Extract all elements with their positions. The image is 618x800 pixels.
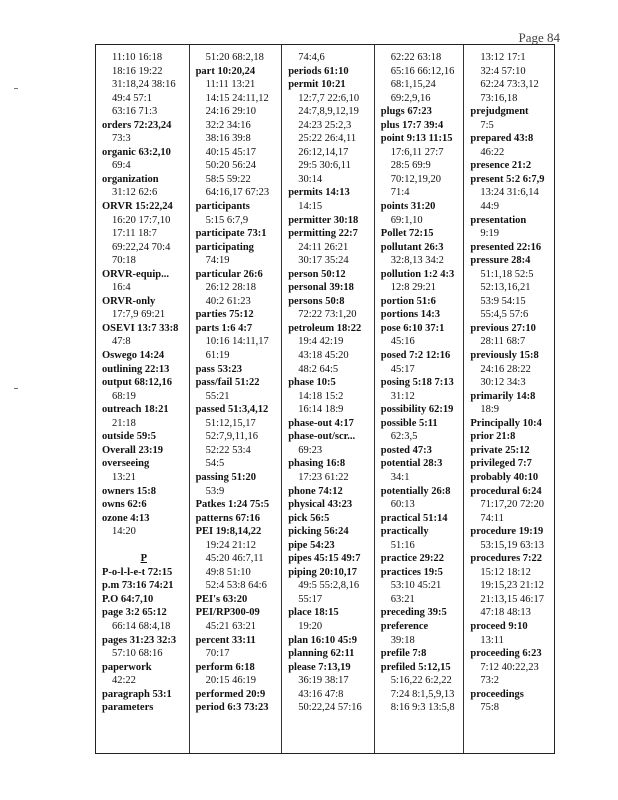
index-term: ORVR-only	[102, 295, 156, 307]
index-term: parties 75:12	[195, 309, 254, 321]
index-reference: 16:4	[112, 282, 131, 294]
index-term: potentially 26:8	[380, 485, 451, 497]
index-term: proceed 9:10	[470, 620, 528, 632]
index-reference: 45:17	[390, 363, 415, 375]
index-reference: 8:16 9:3 13:5,8	[390, 702, 455, 714]
index-reference: 14:20	[112, 526, 136, 538]
index-term: posing 5:18 7:13	[380, 377, 454, 389]
index-term: p.m 73:16 74:21	[102, 580, 174, 592]
index-term: posed 7:2 12:16	[380, 350, 451, 362]
index-reference: 55:17	[298, 593, 323, 605]
index-term: planning 62:11	[288, 648, 355, 660]
index-term: points 31:20	[380, 201, 436, 213]
index-term: phase 10:5	[288, 377, 336, 389]
index-reference: 60:13	[390, 499, 415, 511]
index-reference: 15:12 18:12	[480, 566, 531, 578]
index-column-5	[464, 45, 554, 753]
index-reference: 13:11	[480, 634, 504, 646]
index-term: paragraph 53:1	[102, 688, 172, 700]
index-term: pass 53:23	[195, 363, 242, 375]
index-term: outside 59:5	[102, 431, 156, 443]
index-reference: 30:17 35:24	[298, 255, 349, 267]
index-column-2	[190, 45, 283, 753]
index-term: PEI/RP300-09	[195, 607, 260, 619]
index-term: organic 63:2,10	[102, 146, 171, 158]
index-reference: 52:13,16,21	[480, 282, 531, 294]
index-reference	[102, 539, 186, 553]
index-term: percent 33:11	[195, 634, 256, 646]
index-reference: 26:12 28:18	[205, 282, 257, 294]
index-column-4	[375, 45, 465, 753]
index-reference: 31:12 62:6	[112, 187, 158, 199]
index-reference: 52:7,9,11,16	[205, 431, 258, 443]
index-term: pipes 45:15 49:7	[288, 553, 361, 565]
index-term: proceedings	[470, 688, 524, 700]
index-term: ORVR-equip...	[102, 268, 170, 280]
index-reference: 54:5	[205, 458, 225, 470]
index-reference: 69:2,9,16	[390, 92, 431, 104]
index-term: parameters	[102, 702, 154, 714]
index-term: owns 62:6	[102, 499, 147, 511]
index-term: procedures 7:22	[470, 553, 543, 565]
index-reference: 51:12,15,17	[205, 417, 256, 429]
index-term: pick 56:5	[288, 512, 330, 524]
index-reference: 55:21	[205, 390, 230, 402]
index-reference: 5:16,22 6:2,22	[390, 675, 452, 687]
index-reference: 44:9	[480, 201, 500, 213]
index-term: prefile 7:8	[380, 648, 427, 660]
index-term: pollution 1:2 4:3	[380, 268, 455, 280]
index-reference: 62:22 63:18	[390, 52, 442, 63]
index-term: please 7:13,19	[288, 661, 351, 673]
index-term: place 18:15	[288, 607, 339, 619]
index-term: pass/fail 51:22	[195, 377, 260, 389]
index-reference: 14:15	[298, 201, 323, 213]
index-term: overseeing	[102, 458, 150, 470]
index-term: private 25:12	[470, 444, 530, 456]
index-term: outreach 18:21	[102, 404, 169, 416]
index-term: page 3:2 65:12	[102, 607, 167, 619]
index-reference: 53:9 54:15	[480, 295, 526, 307]
index-term: possible 5:11	[380, 417, 438, 429]
index-reference: 16:14 18:9	[298, 404, 344, 416]
index-reference: 7:5	[480, 119, 494, 131]
index-reference: 30:14	[298, 173, 323, 185]
index-term: procedure 19:19	[470, 526, 544, 538]
page-number-label: Page 84	[518, 30, 560, 45]
index-term: probably 40:10	[470, 471, 539, 483]
index-reference: 73:16,18	[480, 92, 518, 104]
index-term: permit 10:21	[288, 79, 346, 91]
index-reference: 71:17,20 72:20	[480, 499, 544, 511]
index-reference: 53:15,19 63:13	[480, 539, 544, 551]
index-reference: 28:11 68:7	[480, 336, 526, 348]
index-reference: 49:4 57:1	[112, 92, 152, 104]
index-reference: 70:17	[205, 648, 230, 660]
index-reference: 12:7,7 22:6,10	[298, 92, 360, 104]
index-reference: 68:19	[112, 390, 136, 402]
index-term: point 9:13 11:15	[380, 133, 453, 145]
index-term: portions 14:3	[380, 309, 440, 321]
index-reference: 17:7,9 69:21	[112, 309, 166, 321]
index-reference: 21:13,15 46:17	[480, 593, 544, 605]
index-term: plan 16:10 45:9	[288, 634, 358, 646]
index-reference: 32:2 34:16	[205, 119, 251, 131]
index-term: person 50:12	[288, 268, 346, 280]
index-term: pipe 54:23	[288, 539, 335, 551]
index-term: passed 51:3,4,12	[195, 404, 269, 416]
index-reference: 45:21 63:21	[205, 620, 257, 632]
index-reference: 58:5 59:22	[205, 173, 251, 185]
index-term: prejudgment	[470, 106, 529, 118]
index-reference: 51:16	[390, 539, 415, 551]
index-reference: 18:16 19:22	[112, 65, 163, 77]
index-reference: 64:16,17 67:23	[205, 187, 270, 199]
index-reference: 32:4 57:10	[480, 65, 526, 77]
index-reference: 72:22 73:1,20	[298, 309, 357, 321]
index-term: pollutant 26:3	[380, 241, 444, 253]
index-term: previously 15:8	[470, 350, 539, 362]
index-reference: 50:22,24 57:16	[298, 702, 362, 714]
index-reference: 24:16 28:22	[480, 363, 531, 375]
index-term: previous 27:10	[470, 322, 536, 334]
index-term: primarily 14:8	[470, 390, 536, 402]
index-term: ORVR 15:22,24	[102, 201, 173, 213]
index-term: procedural 6:24	[470, 485, 542, 497]
index-reference: 51:20 68:2,18	[205, 52, 264, 63]
index-grid	[95, 44, 555, 754]
index-term: practice 29:22	[380, 553, 445, 565]
index-term: prepared 43:8	[470, 133, 534, 145]
index-term: particular 26:6	[195, 268, 263, 280]
index-term: PEI's 63:20	[195, 593, 248, 605]
index-term: Overall 23:19	[102, 444, 163, 456]
index-term: physical 43:23	[288, 499, 353, 511]
index-reference: 70:12,19,20	[390, 173, 441, 185]
index-reference: 32:8,13 34:2	[390, 255, 444, 267]
index-reference: 74:4,6	[298, 52, 325, 63]
index-column-3	[282, 45, 375, 753]
index-term: proceeding 6:23	[470, 648, 542, 660]
index-reference: 52:22 53:4	[205, 444, 251, 456]
index-reference: 31:18,24 38:16	[112, 79, 176, 91]
index-term: presented 22:16	[470, 241, 542, 253]
index-reference: 19:24 21:12	[205, 539, 257, 551]
index-reference: 52:4 53:8 64:6	[205, 580, 267, 592]
index-reference: 43:18 45:20	[298, 350, 349, 362]
index-term: preference	[380, 620, 429, 632]
index-reference: 18:9	[480, 404, 500, 416]
index-reference: 34:1	[390, 471, 410, 483]
index-term: Pollet 72:15	[380, 228, 434, 240]
index-term: present 5:2 6:7,9	[470, 173, 545, 185]
index-term: pose 6:10 37:1	[380, 322, 445, 334]
index-reference: 47:18 48:13	[480, 607, 531, 619]
index-reference: 19:20	[298, 620, 323, 632]
index-term: practically	[380, 526, 429, 538]
index-reference: 16:20 17:7,10	[112, 214, 171, 226]
index-term: phone 74:12	[288, 485, 343, 497]
index-term: Patkes 1:24 75:5	[195, 499, 270, 511]
index-reference: 71:4	[390, 187, 410, 199]
index-reference: 19:4 42:19	[298, 336, 344, 348]
index-term: plus 17:7 39:4	[380, 119, 444, 131]
index-reference: 43:16 47:8	[298, 688, 344, 700]
index-reference: 69:23	[298, 444, 323, 456]
index-term: owners 15:8	[102, 485, 156, 497]
index-term: practices 19:5	[380, 566, 443, 578]
index-reference: 53:10 45:21	[390, 580, 442, 592]
index-reference: 25:22 26:4,11	[298, 133, 357, 145]
index-reference: 19:15,23 21:12	[480, 580, 544, 592]
index-reference: 7:12 40:22,23	[480, 661, 539, 673]
index-term: permits 14:13	[288, 187, 350, 199]
index-term: phase-out/scr...	[288, 431, 356, 443]
index-reference: 30:12 34:3	[480, 377, 526, 389]
index-reference: 62:24 73:3,12	[480, 79, 539, 91]
index-reference: 17:11 18:7	[112, 228, 157, 240]
index-term: presence 21:2	[470, 160, 532, 172]
index-reference: 63:16 71:3	[112, 106, 158, 118]
section-letter-heading: P	[140, 553, 147, 565]
index-term: part 10:20,24	[195, 65, 256, 77]
index-term: posted 47:3	[380, 444, 432, 456]
index-reference: 11:11 13:21	[205, 79, 256, 91]
index-reference: 69:4	[112, 160, 131, 172]
index-term: plugs 67:23	[380, 106, 432, 118]
index-term: patterns 67:16	[195, 512, 261, 524]
index-reference: 61:19	[205, 350, 230, 362]
index-reference: 24:11 26:21	[298, 241, 349, 253]
index-reference: 31:12	[390, 390, 415, 402]
index-reference: 70:18	[112, 255, 136, 267]
index-term: persons 50:8	[288, 295, 345, 307]
index-reference: 73:2	[480, 675, 500, 687]
index-reference: 10:16 14:11,17	[205, 336, 269, 348]
index-reference: 26:12,14,17	[298, 146, 349, 158]
index-reference: 45:16	[390, 336, 415, 348]
index-term: practical 51:14	[380, 512, 448, 524]
index-reference: 69:22,24 70:4	[112, 241, 171, 253]
index-reference: 9:19	[480, 228, 500, 240]
index-term: phasing 16:8	[288, 458, 346, 470]
index-term: performed 20:9	[195, 688, 266, 700]
index-term: privileged 7:7	[470, 458, 532, 470]
index-reference: 63:21	[390, 593, 415, 605]
index-term: passing 51:20	[195, 471, 256, 483]
index-term: permitting 22:7	[288, 228, 358, 240]
index-term: Oswego 14:24	[102, 350, 165, 362]
index-term: prefiled 5:12,15	[380, 661, 451, 673]
index-term: parts 1:6 4:7	[195, 322, 253, 334]
index-reference: 50:20 56:24	[205, 160, 257, 172]
index-reference: 40:15 45:17	[205, 146, 257, 158]
index-reference: 42:22	[112, 675, 136, 687]
index-reference: 66:14 68:4,18	[112, 620, 171, 632]
index-term: ozone 4:13	[102, 512, 150, 524]
index-term: period 6:3 73:23	[195, 702, 269, 714]
index-term: PEI 19:8,14,22	[195, 526, 262, 538]
index-reference: 49:5 55:2,8,16	[298, 580, 360, 592]
index-term: orders 72:23,24	[102, 119, 172, 131]
index-term: personal 39:18	[288, 282, 354, 294]
index-reference: 5:15 6:7,9	[205, 214, 249, 226]
index-term: prior 21:8	[470, 431, 516, 443]
index-column-1	[96, 45, 190, 753]
index-reference: 68:1,15,24	[390, 79, 436, 91]
index-reference: 73:3	[112, 133, 131, 145]
index-reference: 24:7,8,9,12,19	[298, 106, 359, 118]
index-term: permitter 30:18	[288, 214, 359, 226]
index-reference: 74:11	[480, 512, 504, 524]
index-reference: 13:24 31:6,14	[480, 187, 539, 199]
index-term: outlining 22:13	[102, 363, 170, 375]
index-reference: 46:22	[480, 146, 505, 158]
index-reference: 45:20 46:7,11	[205, 553, 264, 565]
margin-tick-mark	[14, 88, 18, 89]
index-term: possibility 62:19	[380, 404, 454, 416]
index-reference: 24:16 29:10	[205, 106, 257, 118]
index-term: participate 73:1	[195, 228, 267, 240]
index-reference: 57:10 68:16	[112, 648, 163, 660]
index-reference: 12:8 29:21	[390, 282, 436, 294]
index-reference: 17:23 61:22	[298, 471, 349, 483]
index-term: portion 51:6	[380, 295, 436, 307]
index-term: output 68:12,16	[102, 377, 173, 389]
index-term: piping 20:10,17	[288, 566, 358, 578]
index-term: organization	[102, 173, 159, 185]
index-reference: 28:5 69:9	[390, 160, 431, 172]
index-term: perform 6:18	[195, 661, 255, 673]
index-term: potential 28:3	[380, 458, 443, 470]
index-reference: 29:5 30:6,11	[298, 160, 351, 172]
index-reference: 24:23 25:2,3	[298, 119, 352, 131]
index-term: participating	[195, 241, 254, 253]
index-reference: 38:16 39:8	[205, 133, 251, 145]
index-reference: 36:19 38:17	[298, 675, 349, 687]
index-term: P.O 64:7,10	[102, 593, 154, 605]
index-reference: 21:18	[112, 417, 136, 429]
index-reference: 51:1,18 52:5	[480, 268, 534, 280]
index-reference: 13:12 17:1	[480, 52, 526, 63]
index-term: OSEVI 13:7 33:8	[102, 322, 179, 334]
index-term: participants	[195, 201, 250, 213]
index-term: paperwork	[102, 661, 152, 673]
index-reference: 47:8	[112, 336, 131, 348]
index-term: picking 56:24	[288, 526, 349, 538]
index-reference: 75:8	[480, 702, 500, 714]
index-reference: 69:1,10	[390, 214, 423, 226]
index-term: phase-out 4:17	[288, 417, 354, 429]
index-reference: 13:21	[112, 471, 136, 483]
index-reference: 39:18	[390, 634, 415, 646]
index-reference: 14:15 24:11,12	[205, 92, 269, 104]
index-reference: 48:2 64:5	[298, 363, 339, 375]
index-reference: 14:18 15:2	[298, 390, 344, 402]
index-reference: 74:19	[205, 255, 230, 267]
margin-tick-mark	[14, 388, 18, 389]
index-term: petroleum 18:22	[288, 322, 362, 334]
index-reference: 62:3,5	[390, 431, 418, 443]
index-reference: 65:16 66:12,16	[390, 65, 455, 77]
index-reference: 11:10 16:18	[112, 52, 163, 63]
index-reference: 7:24 8:1,5,9,13	[390, 688, 455, 700]
index-reference: 55:4,5 57:6	[480, 309, 529, 321]
index-term: preceding 39:5	[380, 607, 447, 619]
index-term: presentation	[470, 214, 527, 226]
index-reference: 20:15 46:19	[205, 675, 257, 687]
index-term: periods 61:10	[288, 65, 349, 77]
index-term: P-o-l-l-e-t 72:15	[102, 566, 173, 578]
index-reference: 49:8 51:10	[205, 566, 251, 578]
index-reference: 17:6,11 27:7	[390, 146, 444, 158]
index-reference: 53:9	[205, 485, 225, 497]
index-term: pages 31:23 32:3	[102, 634, 177, 646]
index-reference: 40:2 61:23	[205, 295, 251, 307]
index-term: pressure 28:4	[470, 255, 531, 267]
index-term: Principally 10:4	[470, 417, 542, 429]
